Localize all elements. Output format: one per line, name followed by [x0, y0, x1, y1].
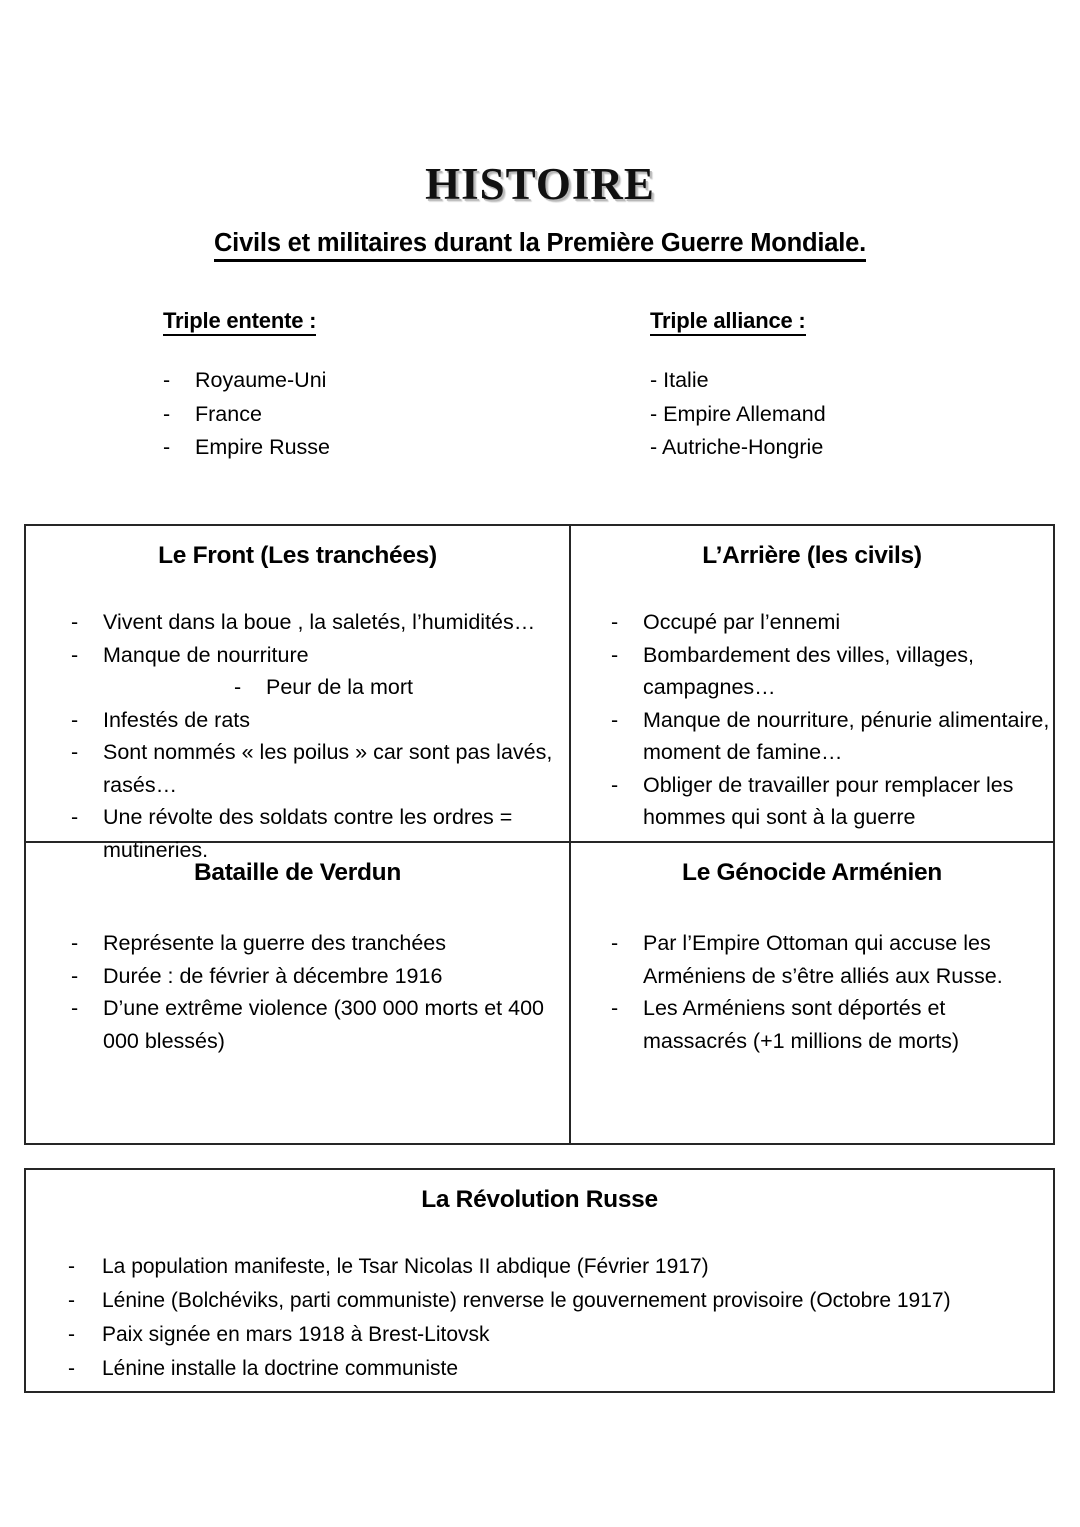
bullet-dash: -: [611, 996, 619, 1020]
table-cell-verdun: [26, 843, 571, 1143]
list-item-label: Les Arméniens sont déportés et massacrés (+1 millions de morts): [643, 996, 960, 1053]
revolution-bullet-list: [26, 1250, 1053, 1386]
bullet-dash: -: [68, 1323, 75, 1346]
list-item: [68, 1250, 1053, 1284]
list-item: [611, 704, 1053, 769]
list-item: [611, 927, 1053, 992]
bullet-dash: -: [611, 772, 619, 797]
list-item: [71, 704, 569, 737]
list-item-label: Obliger de travailler pour remplacer les hommes qui sont à la guerre: [643, 772, 1014, 829]
list-item-sub: [71, 671, 569, 704]
list-item-label: Représente la guerre des tranchées: [103, 931, 447, 955]
triple-entente-column: [163, 308, 593, 465]
bullet-dash: -: [71, 996, 79, 1020]
bullet-dash: -: [71, 610, 79, 634]
revolution-heading: La Révolution Russe: [421, 1186, 658, 1213]
list-item: [611, 639, 1053, 704]
list-item-label: Manque de nourriture, pénurie alimentaire, moment de famine…: [643, 707, 1050, 764]
bullet-dash: -: [71, 963, 79, 988]
list-item-label: Infestés de rats: [103, 707, 250, 732]
page-subtitle-text: Civils et militaires durant la Première Guerre Mondiale.: [214, 229, 866, 262]
list-item: [68, 1352, 1053, 1386]
table-cell-heading: L’Arrière (les civils): [702, 542, 922, 569]
list-item-label: Lénine (Bolchéviks, parti communiste) renverse le gouvernement provisoire (Octobre 1917): [102, 1289, 951, 1312]
list-item: - Autriche-Hongrie: [650, 435, 824, 459]
list-item-label: Manque de nourriture: [103, 642, 309, 667]
list-item: [71, 927, 569, 960]
bullet-dash: -: [234, 675, 242, 699]
bullet-dash: -: [71, 707, 79, 732]
bullet-dash: -: [71, 642, 79, 667]
list-item-label: Une révolte des soldats contre les ordres = mutineries.: [103, 805, 513, 862]
bullet-dash: -: [163, 401, 171, 426]
list-item: [163, 398, 593, 432]
table-row: [26, 526, 1053, 862]
bullet-dash: -: [163, 368, 171, 392]
comparison-table: [24, 524, 1055, 1145]
list-item: [611, 992, 1053, 1057]
list-item: [71, 606, 569, 639]
bullet-dash: -: [71, 931, 79, 955]
list-item: [71, 736, 569, 801]
list-item-label: Paix signée en mars 1918 à Brest-Litovsk: [102, 1323, 490, 1346]
list-item-label: D’une extrême violence (300 000 morts et 400 000 blessés): [103, 996, 544, 1053]
list-item-label: Durée : de février à décembre 1916: [103, 963, 443, 988]
bullet-dash: -: [611, 642, 619, 667]
list-item-label: Royaume-Uni: [195, 368, 327, 392]
list-item: [68, 1284, 1053, 1318]
bullet-dash: -: [68, 1289, 75, 1312]
verdun-bullet-list: [26, 927, 569, 1057]
list-item-label: Empire Russe: [195, 435, 331, 459]
list-item: [611, 769, 1053, 834]
table-cell-arriere: [571, 526, 1053, 841]
list-item: - Empire Allemand: [650, 401, 826, 426]
table-cell-heading: Le Front (Les tranchées): [158, 542, 437, 569]
list-item-label: La population manifeste, le Tsar Nicolas II abdique (Février 1917): [102, 1255, 709, 1278]
table-cell-heading: Le Génocide Arménien: [682, 859, 942, 886]
list-item-label: Sont nommés « les poilus » car sont pas lavés, rasés…: [103, 740, 553, 797]
list-item: [163, 364, 593, 398]
revolution-box: [24, 1168, 1055, 1393]
table-cell-heading: Bataille de Verdun: [193, 859, 401, 886]
bullet-dash: -: [71, 805, 79, 829]
bullet-dash: -: [68, 1357, 75, 1380]
bullet-dash: -: [611, 931, 619, 955]
arriere-bullet-list: [571, 606, 1053, 834]
page-title: HISTOIRE: [425, 159, 655, 210]
alliances-section: [0, 308, 1080, 478]
list-item-label: Par l’Empire Ottoman qui accuse les Arméniens de s’être alliés aux Russe.: [643, 931, 1003, 988]
list-item: - Italie: [650, 368, 709, 392]
front-bullet-list: [26, 606, 569, 866]
triple-entente-heading: [163, 308, 316, 334]
list-item-label: France: [195, 401, 262, 426]
genocide-bullet-list: [571, 927, 1053, 1057]
bullet-dash: -: [163, 435, 171, 459]
list-item-label: Bombardement des villes, villages, campagnes…: [643, 642, 975, 699]
bullet-dash: -: [611, 610, 619, 634]
list-item-label: Peur de la mort: [266, 675, 413, 699]
triple-alliance-heading-text: Triple alliance :: [650, 308, 806, 336]
triple-alliance-column: [650, 308, 1070, 465]
bullet-dash: -: [68, 1255, 75, 1278]
table-cell-front: [26, 526, 571, 862]
table-row: [26, 843, 1053, 1143]
table-cell-genocide: [571, 843, 1053, 1143]
list-item-label: Vivent dans la boue , la saletés, l’humidités…: [103, 610, 536, 634]
list-item: [611, 606, 1053, 639]
bullet-dash: -: [611, 707, 619, 732]
triple-alliance-list: [650, 364, 1070, 465]
list-item: [71, 960, 569, 993]
triple-entente-list: [163, 364, 593, 465]
list-item-label: Occupé par l’ennemi: [643, 610, 841, 634]
list-item-label: Lénine installe la doctrine communiste: [102, 1357, 459, 1380]
list-item: [163, 431, 593, 465]
page-subtitle: [0, 229, 1080, 258]
list-item: [71, 639, 569, 672]
triple-entente-heading-text: Triple entente :: [163, 308, 316, 336]
list-item: [71, 992, 569, 1057]
list-item: [68, 1318, 1053, 1352]
triple-alliance-heading: [650, 308, 806, 334]
bullet-dash: -: [71, 740, 79, 764]
